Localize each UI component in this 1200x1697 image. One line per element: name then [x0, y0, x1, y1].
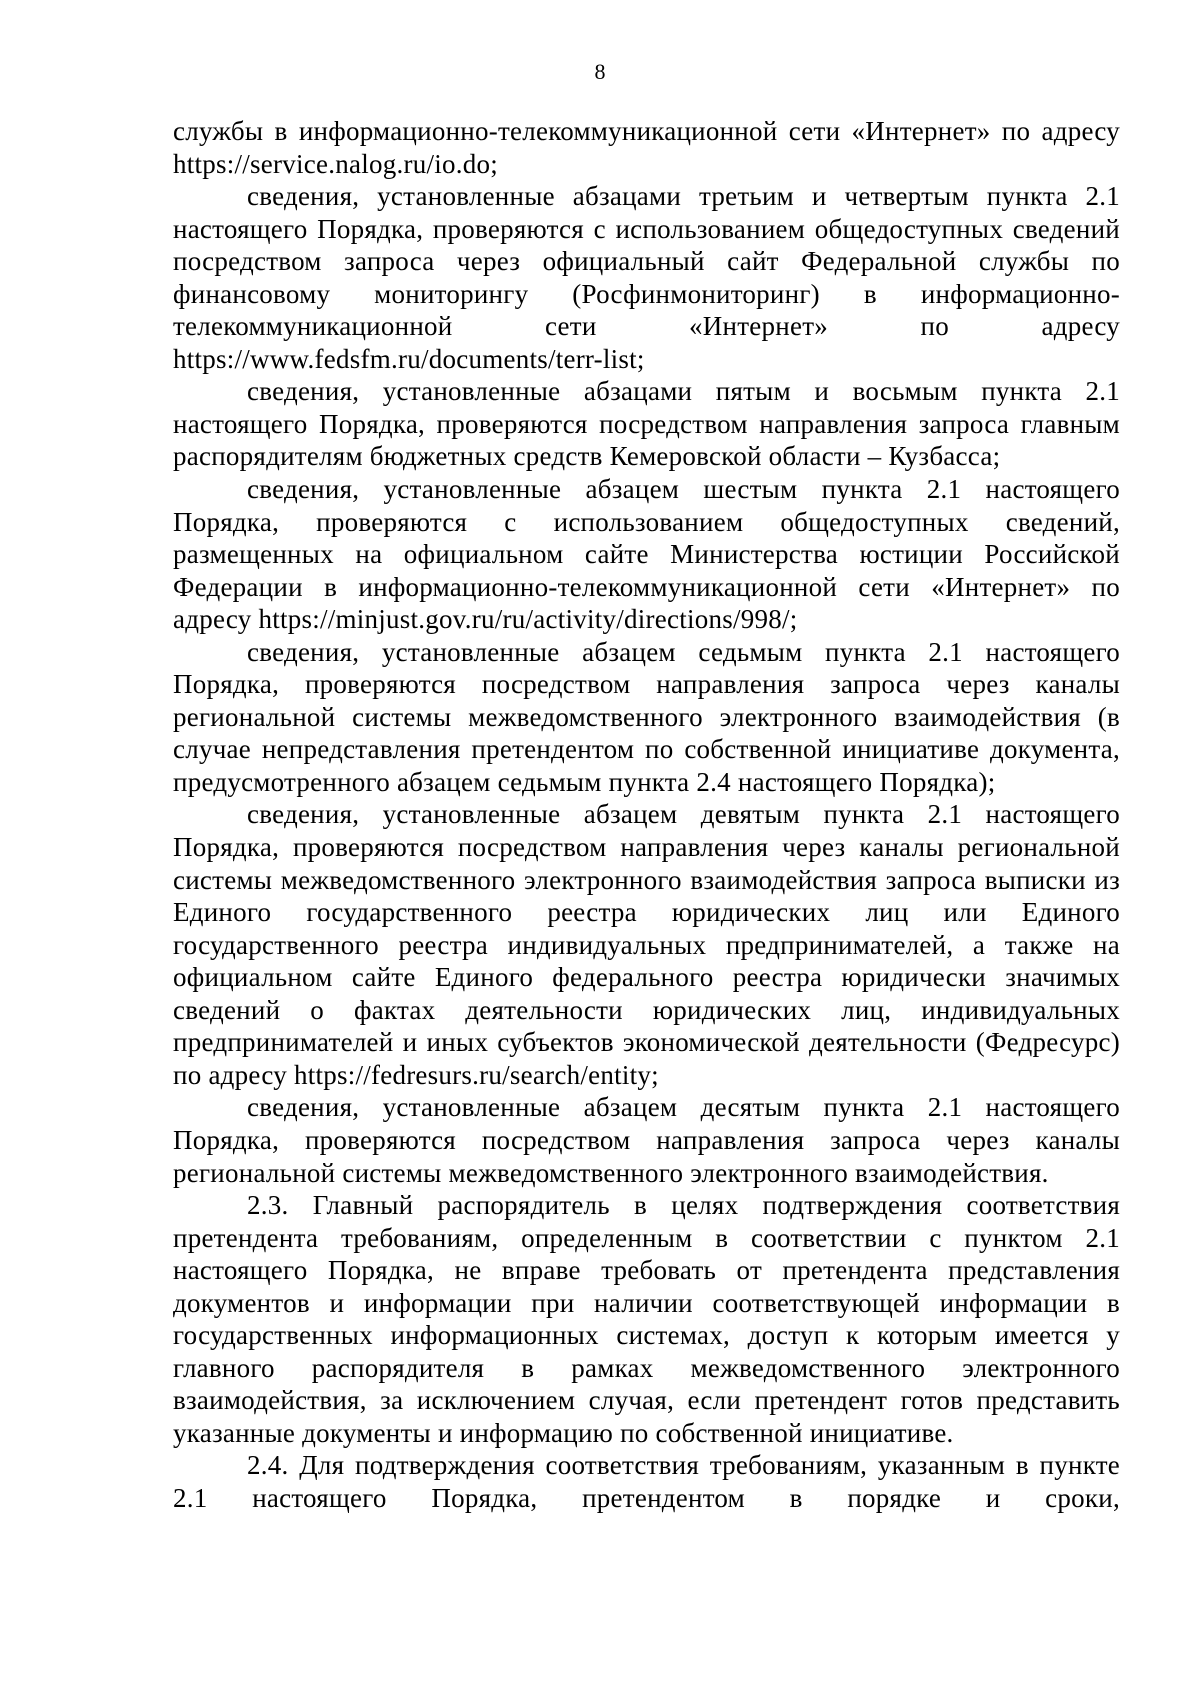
paragraph-paragraph-10: сведения, установленные абзацем десятым пункта 2.1 настоящего Порядка, проверяются посредством направления запроса через каналы региональной системы межведомственного электронного взаимодействия.: [173, 1092, 1120, 1188]
paragraph-paragraph-9: сведения, установленные абзацем девятым пункта 2.1 настоящего Порядка, проверяются посредством направления через каналы региональной системы межведомственного электронного взаимодействия запроса выписки из Единого государственного реестра юридических лиц или Единого государственного реестра индивидуальных предпринимателей, а также на официальном сайте Единого федерального реестра юридически значимых сведений о фактах деятельности юридических лиц, индивидуальных предпринимателей и иных субъектов экономической деятельности (Федресурс) по адресу https://fedresurs.ru/search/entity;: [173, 799, 1120, 1090]
section-2-3: 2.3. Главный распорядитель в целях подтверждения соответствия претендента требованиям, определенным в соответствии с пунктом 2.1 настоящего Порядка, не вправе требовать от претендента представления документов и информации при наличии соответствующей информации в государственных информационных системах, доступ к которым имеется у главного распорядителя в рамках межведомственного электронного взаимодействия, за исключением случая, если претендент готов представить указанные документы и информацию по собственной инициативе.: [173, 1190, 1120, 1448]
paragraph-paragraph-6: сведения, установленные абзацем шестым пункта 2.1 настоящего Порядка, проверяются с использованием общедоступных сведений, размещенных на официальном сайте Министерства юстиции Российской Федерации в информационно-телекоммуникационной сети «Интернет» по адресу https://minjust.gov.ru/ru/activity/directions/998/;: [173, 474, 1120, 635]
section-2-4: 2.4. Для подтверждения соответствия требованиям, указанным в пункте 2.1 настоящего Порядка, претендентом в порядке и сроки,: [173, 1450, 1120, 1513]
page-number: 8: [594, 59, 606, 84]
paragraph-paragraphs-5-8: сведения, установленные абзацами пятым и восьмым пункта 2.1 настоящего Порядка, проверяются посредством направления запроса главным распорядителям бюджетных средств Кемеровской области – Кузбасса;: [173, 376, 1120, 472]
document-body: [173, 115, 1120, 1515]
paragraph-paragraphs-3-4: сведения, установленные абзацами третьим и четвертым пункта 2.1 настоящего Порядка, проверяются с использованием общедоступных сведений посредством запроса через официальный сайт Федеральной службы по финансовому мониторингу (Росфинмониторинг) в информационно-телекоммуникационной сети «Интернет» по адресу https://www.fedsfm.ru/documents/terr-list;: [173, 181, 1120, 374]
paragraph-continuation: службы в информационно-телекоммуникационной сети «Интернет» по адресу https://service.nalog.ru/io.do;: [173, 116, 1120, 179]
paragraph-paragraph-7: сведения, установленные абзацем седьмым пункта 2.1 настоящего Порядка, проверяются посредством направления запроса через каналы региональной системы межведомственного электронного взаимодействия (в случае непредставления претендентом по собственной инициативе документа, предусмотренного абзацем седьмым пункта 2.4 настоящего Порядка);: [173, 636, 1120, 797]
